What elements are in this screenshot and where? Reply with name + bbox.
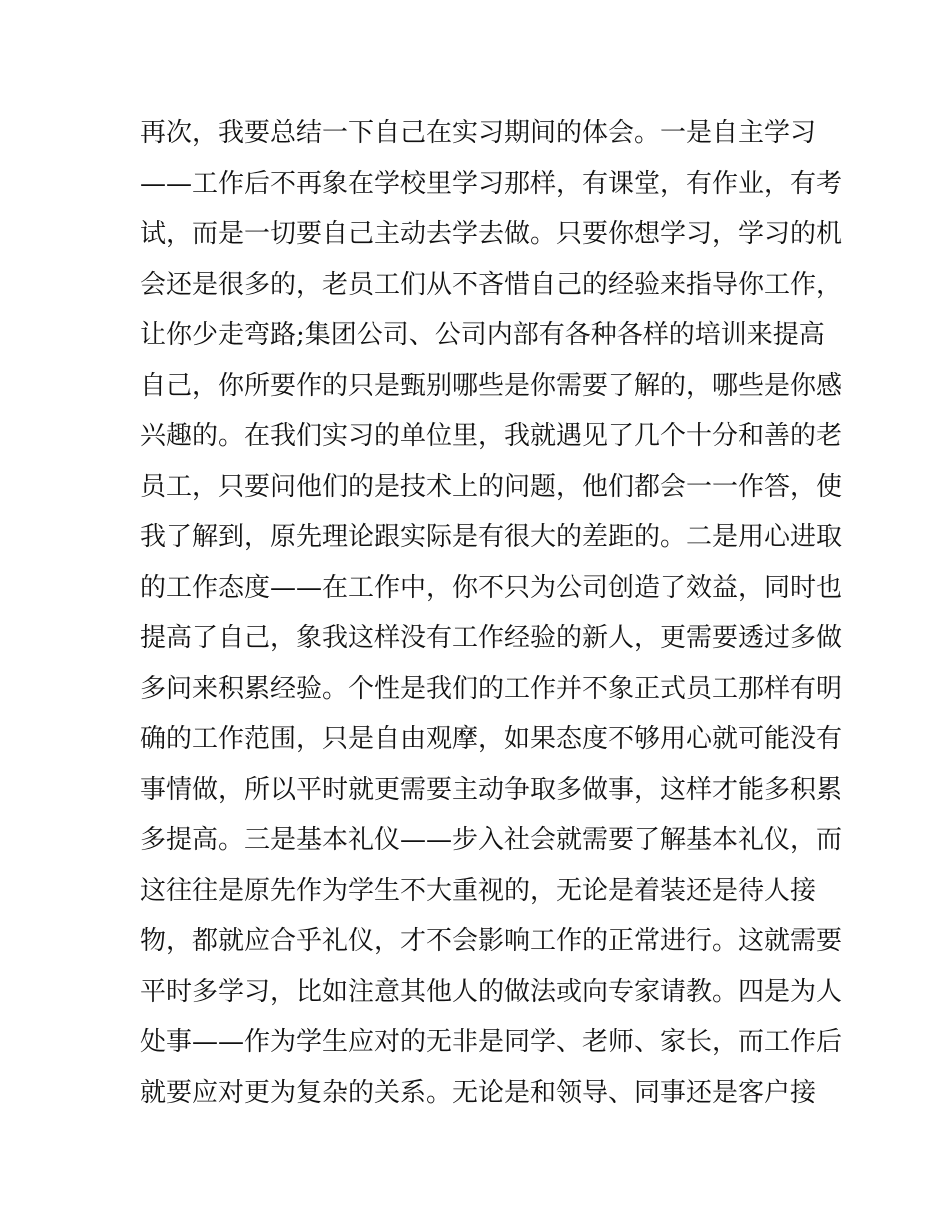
text-line: 多问来积累经验。个性是我们的工作并不象正式员工那样有明 bbox=[140, 673, 843, 704]
text-line: 兴趣的。在我们实习的单位里，我就遇见了几个十分和善的老 bbox=[140, 421, 843, 451]
text-line: ——工作后不再象在学校里学习那样，有课堂，有作业，有考 bbox=[140, 168, 843, 199]
text-line: 处事——作为学生应对的无非是同学、老师、家长，而工作后 bbox=[140, 1027, 843, 1057]
text-line: 的工作态度——在工作中，你不只为公司创造了效益，同时也 bbox=[140, 572, 843, 603]
text-line: 试，而是一切要自己主动去学去做。只要你想学习，学习的机 bbox=[140, 219, 843, 249]
text-line: 员工，只要问他们的是技术上的问题，他们都会一一作答，使 bbox=[140, 471, 843, 502]
body-text bbox=[140, 108, 843, 1118]
text-line: 会还是很多的，老员工们从不吝惜自己的经验来指导你工作， bbox=[140, 269, 843, 300]
text-line: 平时多学习，比如注意其他人的做法或向专家请教。四是为人 bbox=[140, 976, 843, 1007]
text-line: 让你少走弯路;集团公司、公司内部有各种各样的培训来提高 bbox=[140, 320, 825, 350]
text-line: 确的工作范围，只是自由观摩，如果态度不够用心就可能没有 bbox=[140, 724, 843, 754]
text-line: 提高了自己，象我这样没有工作经验的新人，更需要透过多做 bbox=[140, 623, 843, 653]
text-line: 自己，你所要作的只是甄别哪些是你需要了解的，哪些是你感 bbox=[140, 370, 843, 401]
text-line: 这往往是原先作为学生不大重视的，无论是着装还是待人接 bbox=[140, 875, 817, 906]
text-line: 事情做，所以平时就更需要主动争取多做事，这样才能多积累 bbox=[140, 774, 843, 805]
text-line: 物，都就应合乎礼仪，才不会影响工作的正常进行。这就需要 bbox=[140, 926, 843, 956]
text-line: 我了解到，原先理论跟实际是有很大的差距的。二是用心进取 bbox=[140, 522, 843, 552]
text-line: 就要应对更为复杂的关系。无论是和领导、同事还是客户接 bbox=[140, 1077, 817, 1108]
text-line: 再次，我要总结一下自己在实习期间的体会。一是自主学习 bbox=[140, 118, 817, 148]
text-line: 多提高。三是基本礼仪——步入社会就需要了解基本礼仪，而 bbox=[140, 825, 843, 855]
